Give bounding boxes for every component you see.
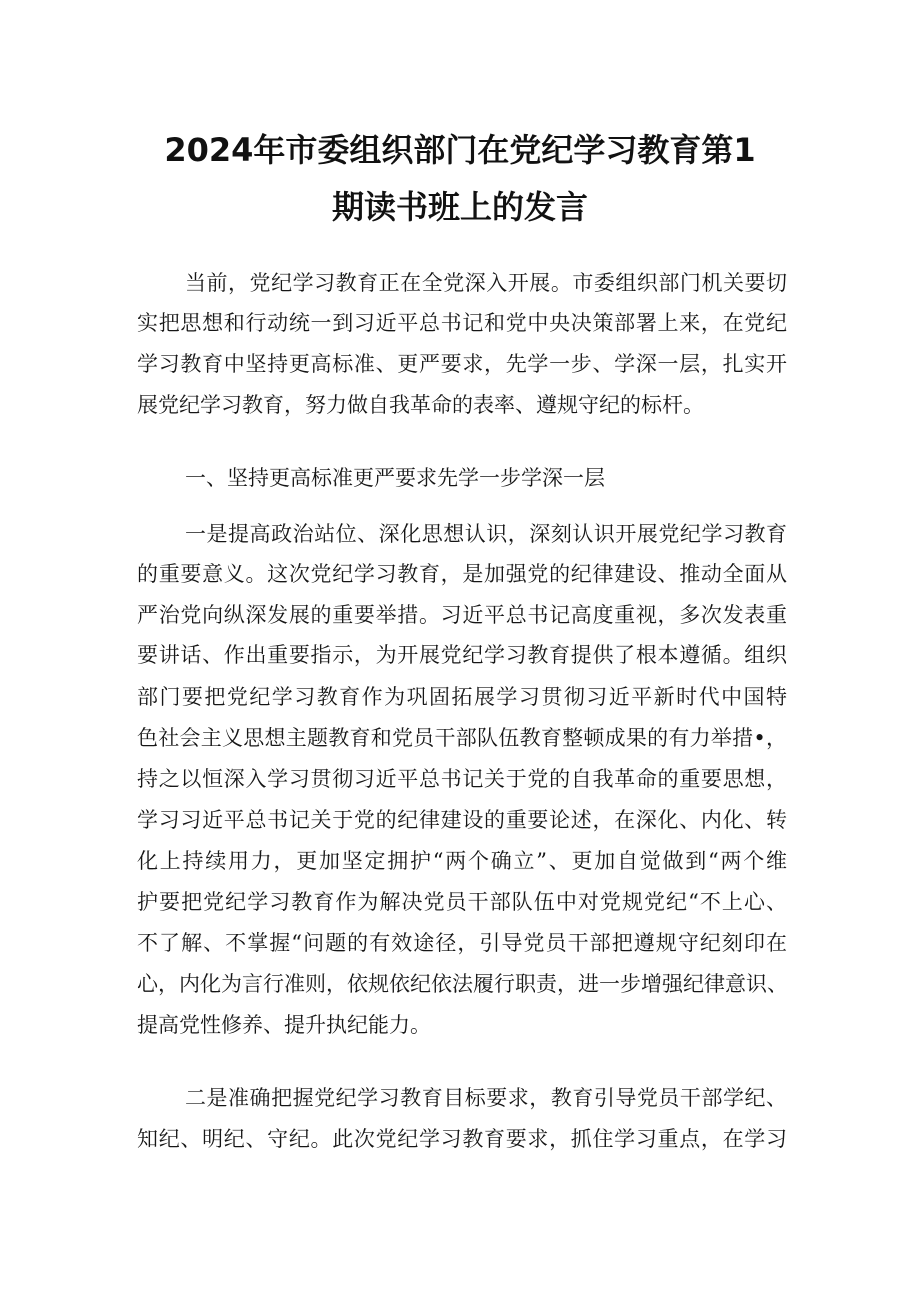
paragraph-line: 知纪、明纪、守纪。此次党纪学习教育要求，抓住学习重点，在学习: [137, 1127, 787, 1151]
paragraph-line: 当前，党纪学习教育正在全党深入开展。市委组织部门机关要切: [185, 271, 787, 295]
paragraph-line: 学习习近平总书记关于党的纪律建设的重要论述，在深化、内化、转: [137, 808, 787, 832]
paragraph-line: 化上持续用力，更加坚定拥护“两个确立”、更加自觉做到“两个维: [137, 849, 787, 873]
document-title-line-1: 2024年市委组织部门在党纪学习教育第1: [164, 131, 756, 169]
paragraph-line: 部门要把党纪学习教育作为巩固拓展学习贯彻习近平新时代中国特: [137, 685, 787, 709]
paragraph-line: 展党纪学习教育，努力做自我革命的表率、遵规守纪的标杆。: [137, 393, 704, 417]
paragraph-line: 提高党性修养、提升执纪能力。: [137, 1013, 431, 1037]
paragraph-line: 要讲话、作出重要指示，为开展党纪学习教育提供了根本遵循。组织: [137, 643, 787, 667]
document-title-line-2: 期读书班上的发言: [331, 188, 588, 226]
paragraph-line: 学习教育中坚持更高标准、更严要求，先学一步、学深一层，扎实开: [137, 352, 787, 376]
paragraph-line: 心，内化为言行准则，依规依纪依法履行职责，进一步增强纪律意识、: [137, 972, 788, 996]
paragraph-line: 护要把党纪学习教育作为解决党员干部队伍中对党规党纪“不上心、: [137, 890, 787, 914]
paragraph-line: 实把思想和行动统一到习近平总书记和党中央决策部署上来，在党纪: [137, 311, 787, 335]
paragraph-line: 一是提高政治站位、深化思想认识，深刻认识开展党纪学习教育: [185, 522, 787, 546]
paragraph-line: 的重要意义。这次党纪学习教育，是加强党的纪律建设、推动全面从: [137, 562, 787, 586]
paragraph-line: 色社会主义思想主题教育和党员干部队伍教育整顿成果的有力举措•，: [137, 726, 787, 750]
paragraph-line: 严治党向纵深发展的重要举措。习近平总书记高度重视，多次发表重: [137, 603, 787, 627]
paragraph-line: 持之以恒深入学习贯彻习近平总书记关于党的自我革命的重要思想，: [137, 767, 787, 791]
paragraph-line: 二是准确把握党纪学习教育目标要求，教育引导党员干部学纪、: [185, 1086, 787, 1110]
section-heading: 一、坚持更高标准更严要求先学一步学深一层: [185, 466, 605, 490]
paragraph-line: 不了解、不掌握“问题的有效途径，引导党员干部把遵规守纪刻印在: [137, 931, 787, 955]
